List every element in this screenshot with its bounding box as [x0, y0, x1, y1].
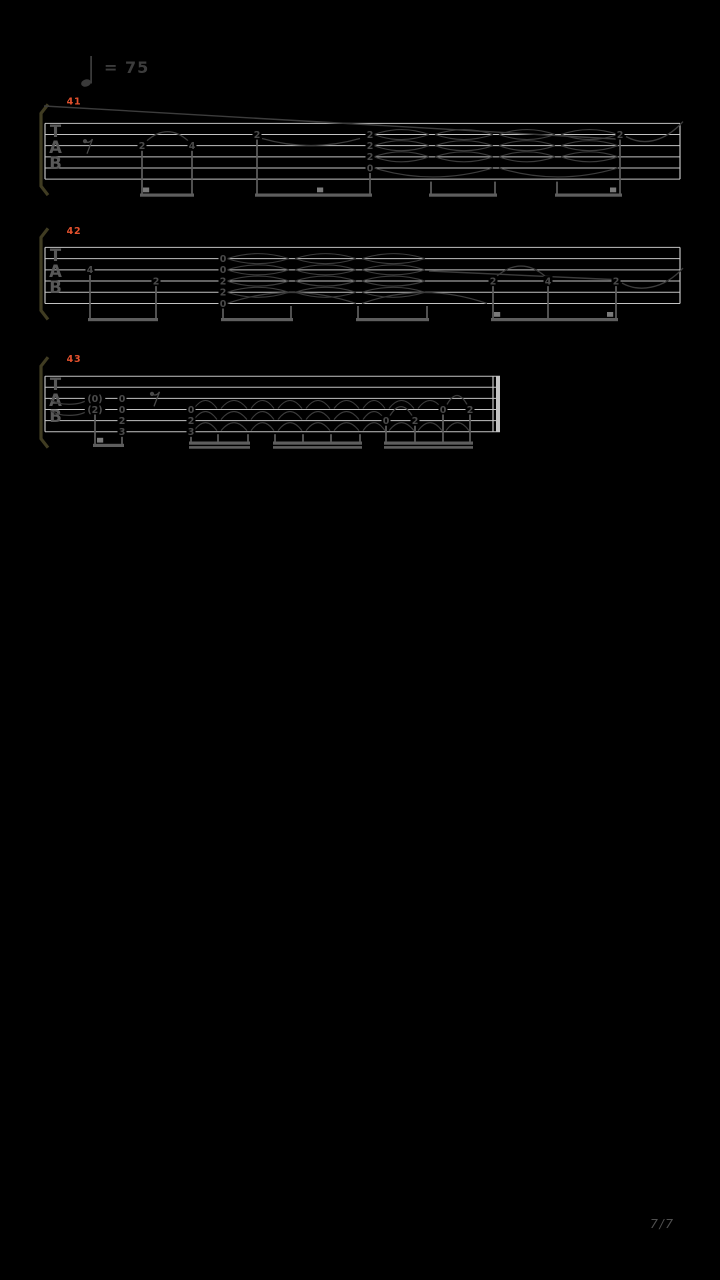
- fret-number: 2: [366, 152, 374, 164]
- let-ring-arc: [561, 130, 618, 135]
- beamed-rest-square: [607, 312, 613, 317]
- fret-number: 0: [118, 404, 126, 416]
- tie-scallop-arc: [194, 423, 217, 431]
- let-ring-arc: [362, 270, 425, 275]
- let-ring-arc: [227, 287, 289, 292]
- let-ring-arc: [295, 276, 356, 281]
- tab-clef-letter: A: [49, 138, 62, 158]
- tie-scallop-arc: [278, 423, 302, 431]
- beam: [88, 318, 158, 321]
- beam-secondary: [189, 446, 250, 449]
- let-ring-arc: [227, 270, 289, 275]
- slur: [390, 407, 412, 416]
- let-ring-arc: [499, 157, 555, 162]
- fret-number: 2: [138, 141, 146, 153]
- let-ring-arc: [374, 135, 429, 140]
- let-ring-arc: [374, 146, 429, 151]
- fret-number: 2: [411, 416, 419, 427]
- page-indicator: 7/7: [650, 1216, 675, 1231]
- beam: [255, 194, 372, 197]
- fret-number: 2: [366, 141, 374, 153]
- fret-number: 2: [219, 287, 227, 299]
- let-ring-arc: [561, 146, 618, 151]
- fret-number: 0: [118, 393, 126, 405]
- tab-clef-letter: B: [49, 406, 62, 426]
- tie-scallop-arc: [306, 401, 330, 409]
- let-ring-arc: [362, 281, 425, 286]
- let-ring-arc: [499, 152, 555, 157]
- tie-scallop-arc: [306, 412, 330, 420]
- beam: [555, 194, 622, 197]
- tie-scallop-arc: [334, 412, 359, 420]
- fret-number: 4: [544, 276, 552, 288]
- let-ring-arc: [227, 259, 289, 264]
- fret-number: (2): [87, 404, 103, 416]
- tie-scallop-arc: [194, 401, 217, 409]
- let-ring-arc: [435, 152, 493, 157]
- let-ring-arc: [435, 135, 493, 140]
- fret-number: 2: [187, 416, 195, 427]
- let-ring-wide-arc: [227, 293, 356, 304]
- beam: [221, 318, 293, 321]
- tie-out: [626, 122, 683, 142]
- let-ring-arc: [362, 287, 425, 292]
- fret-number: 2: [489, 276, 497, 288]
- let-ring-arc: [499, 146, 555, 151]
- let-ring-arc: [561, 157, 618, 162]
- system-measure-41: [41, 97, 683, 197]
- fret-number: 0: [439, 404, 447, 416]
- tie-scallop-arc: [251, 412, 274, 420]
- let-ring-arc: [362, 265, 425, 270]
- tab-clef-letter: T: [49, 122, 62, 142]
- let-ring-arc: [295, 270, 356, 275]
- let-ring-arc: [435, 157, 493, 162]
- slur: [447, 396, 467, 405]
- barline-final-thick: [496, 376, 500, 432]
- fret-number: 0: [219, 298, 227, 310]
- tie-scallop-arc: [389, 401, 414, 409]
- let-ring-arc: [227, 265, 289, 270]
- measure-number: 41: [66, 96, 82, 108]
- fret-number: 0: [382, 416, 390, 427]
- beamed-rest-square: [317, 188, 323, 193]
- tie-scallop-arc: [221, 401, 247, 409]
- tie-scallop-arc: [363, 401, 385, 409]
- let-ring-arc: [362, 254, 425, 259]
- beam: [189, 442, 250, 445]
- beam: [140, 194, 194, 197]
- tab-clef-letter: B: [49, 154, 62, 174]
- tempo-value: = 75: [104, 58, 150, 77]
- beam-secondary: [273, 446, 362, 449]
- tie-scallop-arc: [334, 423, 359, 431]
- beamed-rest-square: [494, 312, 500, 317]
- let-ring-arc: [561, 141, 618, 146]
- let-ring-arc: [362, 259, 425, 264]
- fret-number: 2: [253, 129, 261, 141]
- system-measure-42: [41, 226, 683, 321]
- fret-number: 0: [187, 404, 195, 416]
- let-ring-arc: [435, 146, 493, 151]
- let-ring-arc: [295, 287, 356, 292]
- fret-number: 3: [187, 427, 195, 439]
- let-ring-arc: [227, 254, 289, 259]
- let-ring-arc: [374, 141, 429, 146]
- beam: [384, 442, 473, 445]
- tie-scallop-arc: [251, 401, 274, 409]
- annotation-line: [429, 271, 612, 280]
- let-ring-arc: [227, 281, 289, 286]
- fret-number: 2: [152, 276, 160, 288]
- fret-number: 3: [118, 427, 126, 439]
- fret-number: 2: [612, 276, 620, 288]
- let-ring-arc: [374, 152, 429, 157]
- slur: [147, 132, 188, 141]
- tab-clef-letter: B: [49, 278, 62, 298]
- fret-number: (0): [87, 393, 103, 405]
- fret-number: 2: [366, 129, 374, 141]
- let-ring-arc: [362, 276, 425, 281]
- fret-number: 2: [466, 404, 474, 416]
- beam-secondary: [384, 446, 473, 449]
- measure-number: 43: [66, 354, 82, 365]
- beam: [491, 318, 618, 321]
- tie-scallop-arc: [418, 423, 442, 431]
- tab-clef-letter: T: [49, 246, 62, 266]
- fret-number: 2: [219, 276, 227, 288]
- let-ring-arc: [435, 141, 493, 146]
- slur: [262, 139, 360, 146]
- fret-number: 0: [219, 254, 227, 266]
- fret-number: 4: [86, 265, 94, 277]
- tie-scallop-arc: [221, 423, 247, 431]
- let-ring-wide-arc: [499, 168, 618, 177]
- let-ring-wide-arc: [362, 293, 487, 304]
- fret-number: 2: [118, 416, 126, 427]
- beam: [429, 194, 497, 197]
- let-ring-arc: [374, 130, 429, 135]
- beam: [93, 444, 124, 447]
- system-measure-43: [41, 354, 500, 449]
- beamed-rest-square: [610, 188, 616, 193]
- tie-scallop-arc: [306, 423, 330, 431]
- let-ring-arc: [227, 276, 289, 281]
- tie-scallop-arc: [278, 401, 302, 409]
- let-ring-arc: [374, 157, 429, 162]
- tie-scallop-arc: [221, 412, 247, 420]
- measure-number: 42: [66, 226, 82, 237]
- tie-scallop-arc: [334, 401, 359, 409]
- tie-scallop-arc: [278, 412, 302, 420]
- fret-number: 0: [366, 163, 374, 175]
- tab-clef-letter: A: [49, 262, 62, 282]
- tie-scallop-arc: [446, 423, 469, 431]
- let-ring-arc: [295, 254, 356, 259]
- tie-scallop-arc: [389, 423, 414, 431]
- tie-scallop-arc: [418, 401, 442, 409]
- let-ring-arc: [295, 259, 356, 264]
- let-ring-arc: [295, 281, 356, 286]
- beamed-rest-square: [97, 438, 103, 443]
- let-ring-wide-arc: [374, 168, 493, 177]
- fret-number: 0: [219, 265, 227, 277]
- let-ring-arc: [499, 141, 555, 146]
- fret-number: 2: [616, 129, 624, 141]
- beamed-rest-square: [143, 188, 149, 193]
- let-ring-arc: [295, 265, 356, 270]
- let-ring-arc: [561, 152, 618, 157]
- tab-clef-letter: T: [49, 374, 62, 394]
- beam: [273, 442, 362, 445]
- tie-scallop-arc: [194, 412, 217, 420]
- tab-clef-letter: A: [49, 390, 62, 410]
- tie-out: [622, 268, 683, 288]
- fret-number: 4: [188, 141, 196, 153]
- tie-scallop-arc: [251, 423, 274, 431]
- beam: [356, 318, 429, 321]
